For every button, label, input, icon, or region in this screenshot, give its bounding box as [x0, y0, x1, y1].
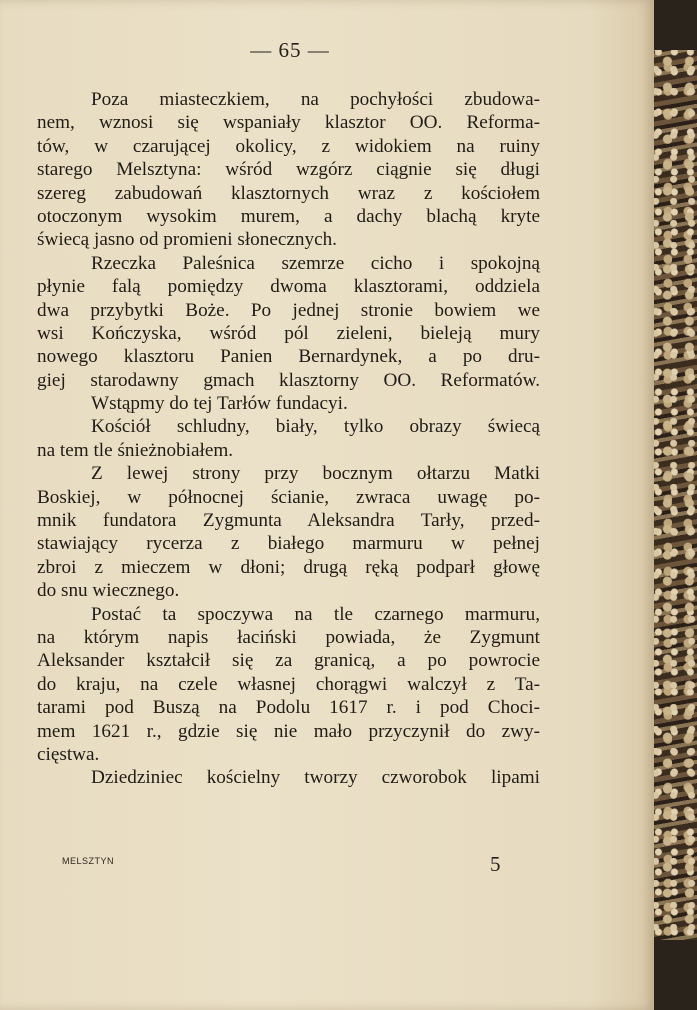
book-spine-edge — [652, 0, 697, 1010]
text-line: nem, wznosi się wspaniały klasztor OO. Reforma- — [37, 112, 540, 134]
signature-mark: MELSZTYN — [62, 856, 115, 866]
text-line: Postać ta spoczywa na tle czarnego marmuru, — [91, 603, 540, 625]
text-line: cięstwa. — [37, 743, 100, 765]
text-line: starego Melsztyna: wśród wzgórz ciągnie się długi — [37, 159, 540, 181]
text-line: świecą jasno od promieni słonecznych. — [37, 229, 337, 251]
text-line: stawiający rycerza z białego marmuru w pełnej — [37, 533, 540, 555]
text-line: Wstąpmy do tej Tarłów fundacyi. — [91, 393, 348, 415]
text-line: tów, w czarującej okolicy, z widokiem na ruiny — [37, 135, 540, 157]
book-cover-edge-bottom — [652, 940, 697, 1010]
text-line: Rzeczka Paleśnica szemrze cicho i spokojną — [91, 252, 540, 274]
text-line: nowego klasztoru Panien Bernardynek, a po dru- — [37, 346, 540, 368]
text-line: Dziedziniec kościelny tworzy czworobok lipami — [91, 767, 540, 789]
text-line: Kościół schludny, biały, tylko obrazy świecą — [91, 416, 540, 438]
body-text — [37, 88, 540, 790]
text-line: zbroi z mieczem w dłoni; drugą ręką podparł głowę — [37, 556, 540, 578]
text-line: dwa przybytki Boże. Po jednej stronie bowiem we — [37, 299, 540, 321]
sheet-number: 5 — [490, 852, 501, 876]
text-line: otoczonym wysokim murem, a dachy blachą kryte — [37, 205, 540, 227]
text-line: Aleksander kształcił się za granicą, a po powrocie — [37, 650, 540, 672]
text-line: na którym napis łaciński powiada, że Zygmunt — [37, 626, 540, 648]
text-line: giej starodawny gmach klasztorny OO. Reformatów. — [37, 369, 540, 391]
text-line: na tem tle śnieżnobiałem. — [37, 439, 234, 461]
text-line: do kraju, na czele własnej chorągwi walczył z Ta- — [37, 673, 540, 695]
text-line: mnik fundatora Zygmunta Aleksandra Tarły, przed- — [37, 510, 540, 532]
text-line: do snu wiecznego. — [37, 580, 180, 602]
text-line: płynie falą pomiędzy dwoma klasztorami, oddziela — [37, 276, 540, 298]
text-line: Z lewej strony przy bocznym ołtarzu Matki — [91, 463, 540, 485]
page-number: — 65 — — [250, 38, 330, 62]
text-line: mem 1621 r., gdzie się nie mało przyczynił do zwy- — [37, 720, 540, 742]
text-line: szereg zabudowań klasztornych wraz z kościołem — [37, 182, 540, 204]
book-cover-edge-top — [652, 0, 697, 50]
text-line: tarami pod Buszą na Podolu 1617 r. i pod Choci- — [37, 697, 540, 719]
text-line: Boskiej, w północnej ścianie, zwraca uwagę po- — [37, 486, 540, 508]
text-line: Poza miasteczkiem, na pochyłości zbudowa- — [91, 89, 540, 110]
text-line: wsi Kończyska, wśród pól zieleni, bieleją mury — [37, 322, 540, 344]
